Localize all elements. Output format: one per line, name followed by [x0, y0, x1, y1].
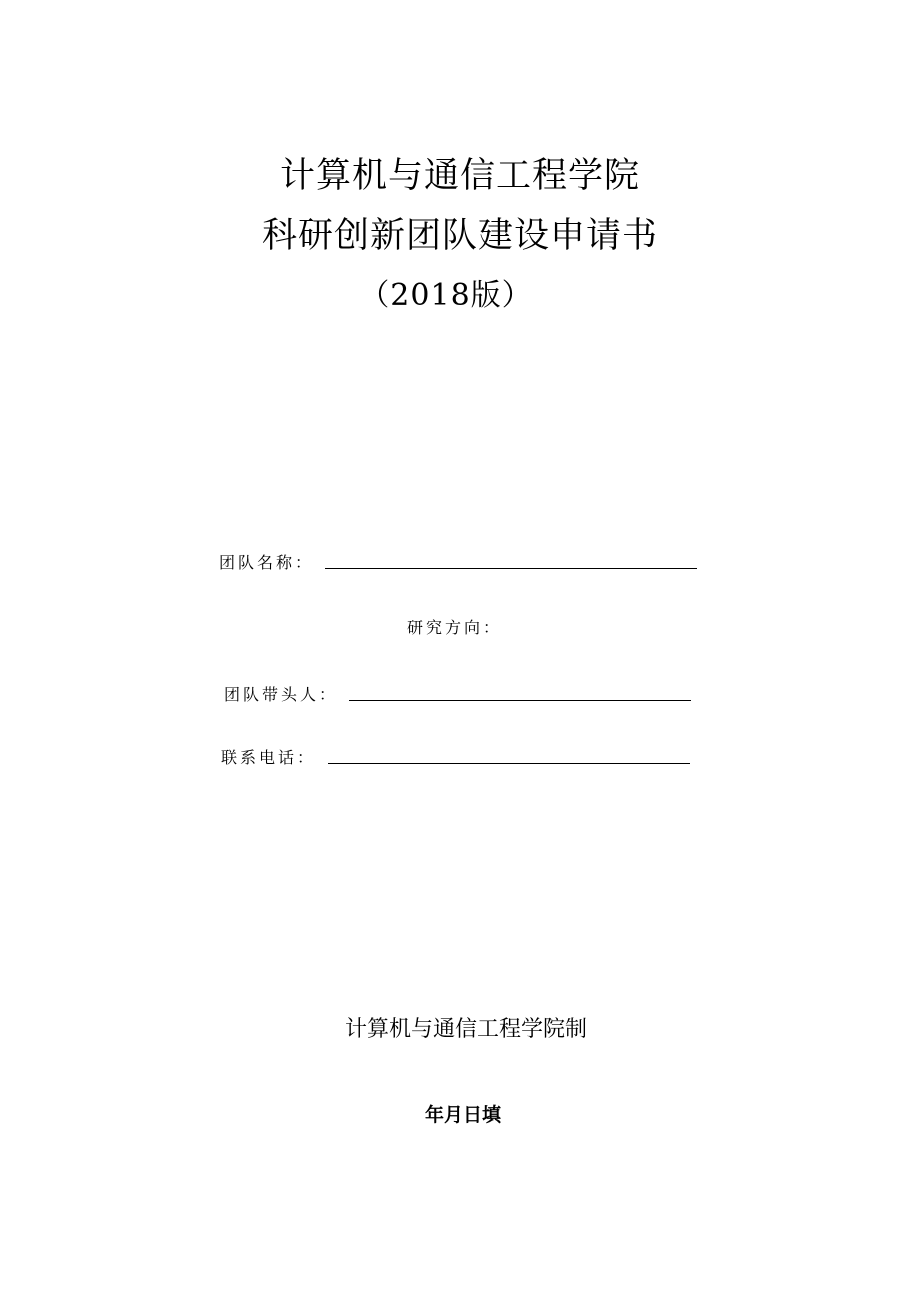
team-name-blank-line: [325, 568, 697, 569]
fill-date-line: 年月日填: [424, 1104, 501, 1126]
team-leader-label: 团队带头人：: [224, 685, 339, 704]
team-name-field: [219, 552, 314, 574]
college-name-title: 计算机与通信工程学院: [279, 156, 640, 196]
research-direction-label: 研究方向：: [407, 618, 503, 637]
phone-blank-line: [328, 763, 690, 764]
team-leader-blank-line: [349, 700, 691, 701]
team-leader-field: [224, 684, 338, 706]
issuer-line: 计算机与通信工程学院制: [344, 1017, 587, 1042]
research-direction-field: [407, 617, 502, 639]
phone-label: 联系电话：: [221, 748, 317, 767]
application-title: 科研创新团队建设申请书: [261, 216, 658, 256]
version-label: （2018版）: [359, 278, 533, 313]
phone-field: [221, 747, 316, 769]
team-name-label: 团队名称：: [219, 553, 315, 572]
